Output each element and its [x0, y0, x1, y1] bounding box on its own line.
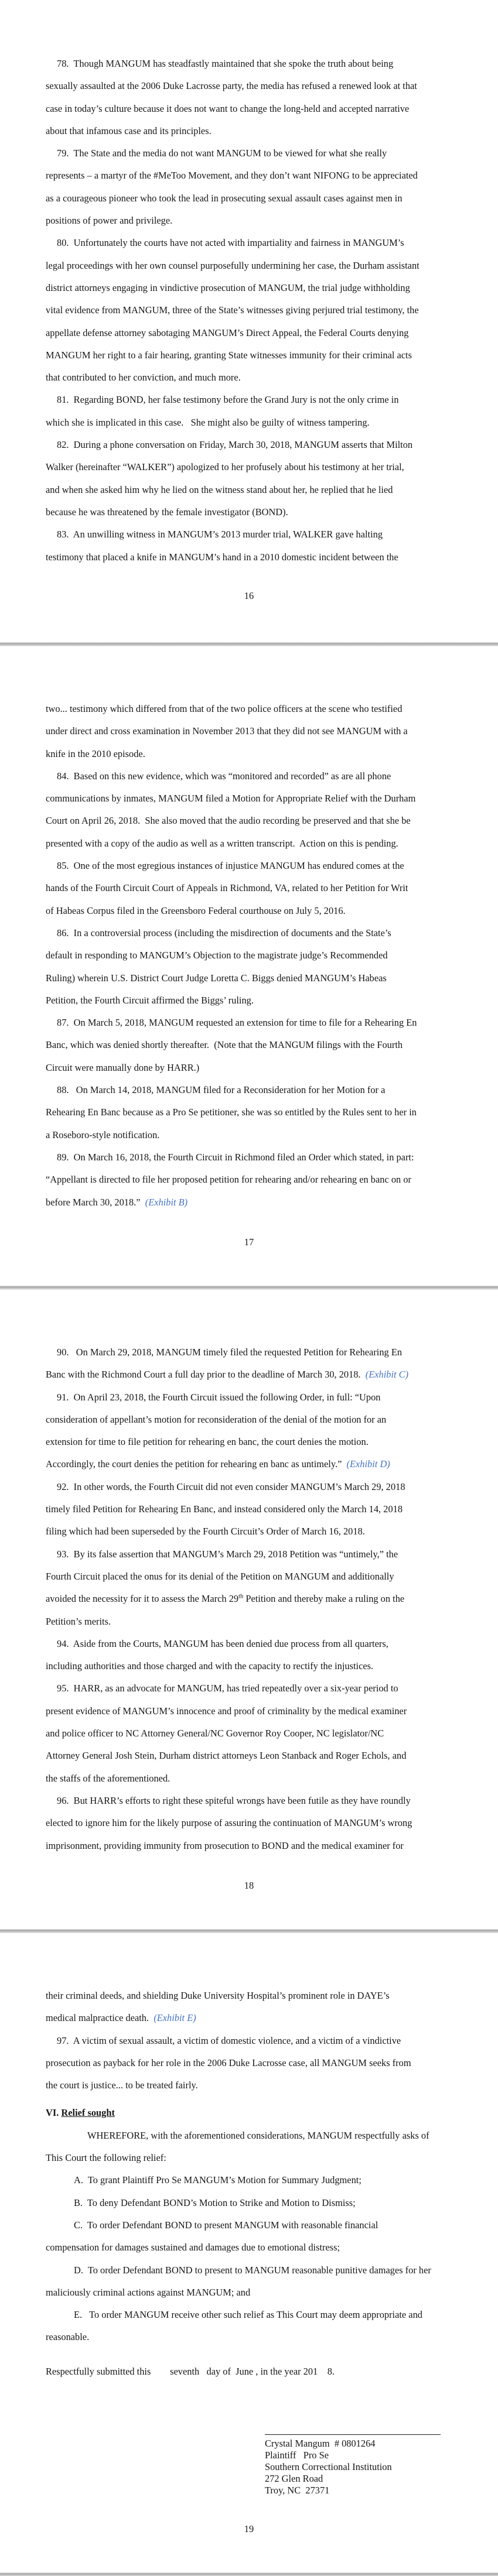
text-line: [46, 1146, 498, 1169]
text-span: Court on April 26, 2018. She also moved that the audio recording be preserved and that she be: [46, 815, 411, 827]
text-span: 88. On March 14, 2018, MANGUM filed for a Reconsideration for her Motion for a: [57, 1084, 386, 1096]
pdf-page-16: [0, 0, 498, 642]
text-line: [46, 389, 498, 411]
text-line: [46, 1386, 498, 1409]
text-span: two... testimony which differed from that of the two police officers at the scene who testified: [46, 703, 403, 714]
text-line: [46, 299, 498, 321]
text-span: This Court the following relief:: [46, 2152, 166, 2164]
text-line: [46, 277, 498, 299]
text-span: appellate defense attorney sabotaging MANGUM’s Direct Appeal, the Federal Courts denying: [46, 327, 409, 338]
text-span: Petition, the Fourth Circuit affirmed the Biggs’ ruling.: [46, 994, 254, 1006]
text-line: [46, 2361, 498, 2383]
text-line: [46, 255, 498, 277]
text-line: [46, 2304, 498, 2326]
text-line: [46, 787, 498, 810]
text-span: A. To grant Plaintiff Pro Se MANGUM’s Motion for Summary Judgment;: [74, 2174, 361, 2186]
text-span: Respectfully submitted this seventh day of June , in the year 201 8.: [46, 2365, 335, 2377]
text-line: [46, 366, 498, 389]
text-span: Circuit were manually done by HARR.): [46, 1061, 200, 1073]
text-span: 80. Unfortunately the courts have not acted with impartiality and fairness in MANGUM’s: [57, 237, 404, 249]
text-line: [46, 1079, 498, 1101]
text-line: [46, 1498, 498, 1520]
text-line: [46, 1364, 498, 1386]
text-span: case in today’s culture because it does not want to change the long-held and accepted narrative: [46, 102, 410, 114]
section-heading-text: Relief sought: [61, 2107, 115, 2119]
signature-line: Troy, NC 27371: [265, 2485, 330, 2496]
text-span: testimony that placed a knife in MANGUM’s hand in a 2010 domestic incident between the: [46, 551, 398, 563]
text-line: [46, 2074, 498, 2097]
text-span: 83. An unwilling witness in MANGUM’s 2013 murder trial, WALKER gave halting: [57, 529, 383, 540]
text-span: their criminal deeds, and shielding Duke University Hospital’s prominent role in DAYE’s: [46, 1990, 390, 2001]
text-span: present evidence of MANGUM’s innocence and proof of criminality by the medical examiner: [46, 1705, 407, 1717]
signature-block: [265, 2434, 441, 2496]
text-line: [46, 1520, 498, 1543]
text-span: maliciously criminal actions against MANGUM; and: [46, 2286, 251, 2298]
text-span: reasonable.: [46, 2331, 90, 2343]
text-line: [46, 1453, 498, 1475]
text-line: [46, 479, 498, 501]
text-span: 96. But HARR’s efforts to right these spiteful wrongs have been futile as they have roundly: [57, 1794, 411, 1806]
text-line: [46, 944, 498, 967]
text-span: 94. Aside from the Courts, MANGUM has been denied due process from all quarters,: [57, 1638, 388, 1649]
page-divider: [0, 1929, 498, 1933]
text-span: the court is justice... to be treated fairly.: [46, 2080, 198, 2091]
text-line: [46, 1835, 498, 1857]
text-line: [46, 743, 498, 765]
text-span: 78. Though MANGUM has steadfastly maintained that she spoke the truth about being: [57, 58, 394, 69]
text-span: because he was threatened by the female investigator (BOND).: [46, 506, 288, 518]
text-span: district attorneys engaging in vindictive prosecution of MANGUM, the trial judge withholding: [46, 282, 410, 293]
text-span: medical malpractice death.: [46, 2012, 154, 2024]
page-divider: [0, 2572, 498, 2576]
text-line: [46, 412, 498, 434]
page-content: [0, 646, 498, 1214]
text-line: [46, 53, 498, 75]
text-span: imprisonment, providing immunity from prosecution to BOND and the medical examiner for: [46, 1839, 404, 1851]
section-heading-text: VI.: [46, 2107, 62, 2119]
page-number: 17: [244, 1236, 254, 1248]
text-line: [46, 833, 498, 855]
text-line: [46, 2007, 498, 2029]
text-line: [46, 2125, 498, 2147]
text-line: [46, 501, 498, 523]
text-line: [46, 434, 498, 456]
text-line: [46, 1431, 498, 1453]
text-span: 84. Based on this new evidence, which was “monitored and recorded” as are all phone: [57, 770, 391, 782]
text-line: [46, 810, 498, 832]
text-span: 95. HARR, as an advocate for MANGUM, has tried repeatedly over a six-year period to: [57, 1683, 398, 1694]
text-line: [46, 187, 498, 210]
text-line: [46, 1169, 498, 1191]
text-line: [46, 1655, 498, 1677]
text-span: vital evidence from MANGUM, three of the State’s witnesses giving perjured trial testimony, the: [46, 304, 419, 316]
text-span: compensation for damages sustained and damages due to emotional distress;: [46, 2242, 340, 2253]
text-span: avoided the necessity for it to assess the March 29: [46, 1593, 239, 1605]
text-line: [46, 1543, 498, 1566]
text-span: prosecution as payback for her role in the 2006 Duke Lacrosse case, all MANGUM seeks from: [46, 2057, 411, 2068]
text-span: th: [238, 1593, 244, 1600]
text-line: [46, 1034, 498, 1056]
page-number: 16: [244, 590, 254, 601]
text-line: [46, 120, 498, 142]
text-span: sexually assaulted at the 2006 Duke Lacrosse party, the media has refused a renewed look at that: [46, 80, 417, 92]
text-line: [46, 2192, 498, 2214]
pdf-page-18: [0, 1290, 498, 1929]
text-line: [46, 142, 498, 165]
text-span: positions of power and privilege.: [46, 215, 173, 227]
text-span: Fourth Circuit placed the onus for its denial of the Petition on MANGUM and additionally: [46, 1570, 394, 1582]
text-span: D. To order Defendant BOND to present to MANGUM reasonable punitive damages for her: [74, 2264, 431, 2276]
text-line: [46, 2052, 498, 2074]
text-span: Ruling) wherein U.S. District Court Judge Loretta C. Biggs denied MANGUM’s Habeas: [46, 972, 387, 984]
text-line: [46, 698, 498, 720]
text-span: of Habeas Corpus filed in the Greensboro Federal courthouse on July 5, 2016.: [46, 905, 346, 916]
text-line: [46, 2259, 498, 2282]
text-line: [46, 344, 498, 366]
text-span: 89. On March 16, 2018, the Fourth Circuit in Richmond filed an Order which stated, in part:: [57, 1151, 414, 1163]
text-line: [46, 523, 498, 546]
text-span: including authorities and those charged and with the capacity to rectify the injustices.: [46, 1660, 374, 1672]
text-line: [46, 456, 498, 478]
text-span: a Roseboro-style notification.: [46, 1129, 160, 1140]
text-line: [46, 1191, 498, 1214]
text-line: [46, 1633, 498, 1655]
text-line: [46, 2169, 498, 2191]
text-span: Walker (hereinafter “WALKER”) apologized to her profusely about his testimony at her trial,: [46, 461, 404, 473]
text-span: 91. On April 23, 2018, the Fourth Circuit issued the following Order, in full: “Upon: [57, 1391, 381, 1403]
text-span: under direct and cross examination in November 2013 that they did not see MANGUM with a: [46, 725, 408, 737]
text-span: filing which had been superseded by the Fourth Circuit’s Order of March 16, 2018.: [46, 1526, 365, 1537]
text-span: the staffs of the aforementioned.: [46, 1772, 170, 1784]
text-line: [46, 1722, 498, 1745]
signature-line: 272 Glen Road: [265, 2473, 323, 2485]
text-line: [46, 855, 498, 877]
page-divider: [0, 642, 498, 646]
text-line: [46, 2236, 498, 2259]
exhibit-link[interactable]: (Exhibit D): [346, 1458, 390, 1470]
text-span: 93. By its false assertion that MANGUM’s March 29, 2018 Petition was “untimely,” the: [57, 1548, 398, 1560]
text-span: 79. The State and the media do not want MANGUM to be viewed for what she really: [57, 148, 387, 159]
text-span: 97. A victim of sexual assault, a victim of domestic violence, and a victim of a vindictive: [57, 2034, 401, 2046]
text-span: WHEREFORE, with the aforementioned considerations, MANGUM respectfully asks of: [87, 2129, 429, 2141]
text-line: [46, 2030, 498, 2052]
text-span: Attorney General Josh Stein, Durham district attorneys Leon Stanback and Roger Echols, and: [46, 1750, 407, 1762]
pdf-page-19: [0, 1933, 498, 2572]
text-span: communications by inmates, MANGUM filed a Motion for Appropriate Relief with the Durham: [46, 793, 416, 804]
text-span: 85. One of the most egregious instances of injustice MANGUM has endured comes at the: [57, 860, 404, 872]
text-line: [46, 1124, 498, 1146]
text-span: 90. On March 29, 2018, MANGUM timely filed the requested Petition for Rehearing En: [57, 1347, 403, 1358]
text-span: Petition and thereby make a ruling on the: [243, 1593, 405, 1605]
page-number: 18: [244, 1880, 254, 1891]
text-line: [46, 1767, 498, 1790]
text-span: timely filed Petition for Rehearing En Banc, and instead considered only the March 14, 2018: [46, 1503, 403, 1515]
pdf-page-17: [0, 646, 498, 1286]
text-line: [46, 967, 498, 989]
text-line: [46, 900, 498, 922]
page-number: 19: [244, 2523, 254, 2534]
text-span: hands of the Fourth Circuit Court of Appeals in Richmond, VA, related to her Petition for Writ: [46, 882, 408, 894]
text-line: [46, 1611, 498, 1633]
text-span: elected to ignore him for the likely purpose of assuring the continuation of MANGUM’s wrong: [46, 1817, 412, 1829]
text-line: [46, 2214, 498, 2236]
text-span: before March 30, 2018.”: [46, 1196, 145, 1208]
text-line: [46, 1566, 498, 1588]
text-span: 86. In a controversial process (including the misdirection of documents and the State’s: [57, 927, 391, 938]
text-line: [46, 75, 498, 97]
text-line: [46, 1057, 498, 1079]
exhibit-link[interactable]: (Exhibit E): [154, 2012, 196, 2024]
text-line: [46, 720, 498, 742]
text-span: about that infamous case and its principles.: [46, 125, 212, 136]
text-line: [46, 165, 498, 187]
text-span: knife in the 2010 episode.: [46, 748, 145, 759]
text-line: [46, 322, 498, 344]
text-line: [46, 210, 498, 232]
text-span: C. To order Defendant BOND to present MANGUM with reasonable financial: [74, 2219, 378, 2231]
text-line: [46, 2282, 498, 2304]
text-line: [46, 1588, 498, 1610]
text-line: [46, 1985, 498, 2007]
text-span: presented with a copy of the audio as well as a written transcript. Action on this is pending.: [46, 837, 398, 849]
signature-line: Crystal Mangum # 0801264: [265, 2438, 376, 2450]
signature-line: Southern Correctional Institution: [265, 2461, 392, 2473]
text-line: [46, 1812, 498, 1834]
text-line: [46, 1745, 498, 1767]
text-span: E. To order MANGUM receive other such relief as This Court may deem appropriate and: [74, 2309, 422, 2321]
page-content: [0, 1290, 498, 1857]
text-span: Banc with the Richmond Court a full day prior to the deadline of March 30, 2018.: [46, 1369, 366, 1381]
text-line: [46, 989, 498, 1012]
text-span: Banc, which was denied shortly thereafter. (Note that the MANGUM filings with the Fourth: [46, 1039, 403, 1051]
page-divider: [0, 1286, 498, 1290]
text-line: [46, 1677, 498, 1700]
exhibit-link[interactable]: (Exhibit C): [365, 1369, 409, 1381]
text-line: [46, 922, 498, 944]
signature-line: Plaintiff Pro Se: [265, 2450, 329, 2461]
text-line: [46, 2326, 498, 2348]
text-span: consideration of appellant’s motion for reconsideration of the denial of the motion for an: [46, 1413, 387, 1425]
text-span: Accordingly, the court denies the petition for rehearing en banc as untimely.”: [46, 1458, 347, 1470]
text-span: as a courageous pioneer who took the lead in prosecuting sexual assault cases against men in: [46, 192, 403, 204]
text-span: that contributed to her conviction, and much more.: [46, 372, 241, 383]
text-span: and police officer to NC Attorney General/NC Governor Roy Cooper, NC legislator/NC: [46, 1728, 384, 1739]
text-span: “Appellant is directed to file her proposed petition for rehearing and/or rehearing en banc on or: [46, 1174, 411, 1186]
text-line: [46, 2102, 498, 2124]
text-span: represents – a martyr of the #MeToo Movement, and they don’t want NIFONG to be appreciated: [46, 170, 418, 181]
page-content: [0, 0, 498, 568]
text-line: [46, 1409, 498, 1431]
text-span: MANGUM her right to a fair hearing, granting State witnesses immunity for their criminal acts: [46, 349, 412, 361]
text-span: Petition’s merits.: [46, 1615, 111, 1627]
text-span: 87. On March 5, 2018, MANGUM requested an extension for time to file for a Rehearing En: [57, 1017, 417, 1029]
text-line: [46, 877, 498, 899]
text-line: [46, 1101, 498, 1123]
text-line: [46, 546, 498, 568]
text-span: which she is implicated in this case. She might also be guilty of witness tampering.: [46, 416, 370, 428]
text-span: 92. In other words, the Fourth Circuit did not even consider MANGUM’s March 29, 2018: [57, 1481, 405, 1492]
text-line: [46, 2147, 498, 2169]
text-line: [46, 765, 498, 787]
text-span: and when she asked him why he lied on the witness stand about her, he replied that he lied: [46, 484, 393, 495]
text-line: [46, 98, 498, 120]
text-line: [46, 232, 498, 254]
text-line: [46, 1700, 498, 1722]
text-span: Rehearing En Banc because as a Pro Se petitioner, she was so entitled by the Rules sent to her in: [46, 1107, 417, 1118]
text-span: legal proceedings with her own counsel purposefully undermining her case, the Durham assistant: [46, 259, 419, 271]
exhibit-link[interactable]: (Exhibit B): [145, 1196, 188, 1208]
text-line: [46, 1012, 498, 1034]
text-line: [46, 1341, 498, 1364]
text-span: B. To deny Defendant BOND’s Motion to Strike and Motion to Dismiss;: [74, 2197, 356, 2208]
text-span: extension for time to file petition for rehearing en banc, the court denies the motion.: [46, 1436, 369, 1448]
page-content: [0, 1933, 498, 2496]
text-span: 82. During a phone conversation on Friday, March 30, 2018, MANGUM asserts that Milton: [57, 439, 413, 451]
text-line: [46, 1790, 498, 1812]
text-line: [46, 1476, 498, 1498]
text-span: default in responding to MANGUM’s Objection to the magistrate judge’s Recommended: [46, 950, 388, 961]
text-span: 81. Regarding BOND, her false testimony before the Grand Jury is not the only crime in: [57, 394, 399, 406]
